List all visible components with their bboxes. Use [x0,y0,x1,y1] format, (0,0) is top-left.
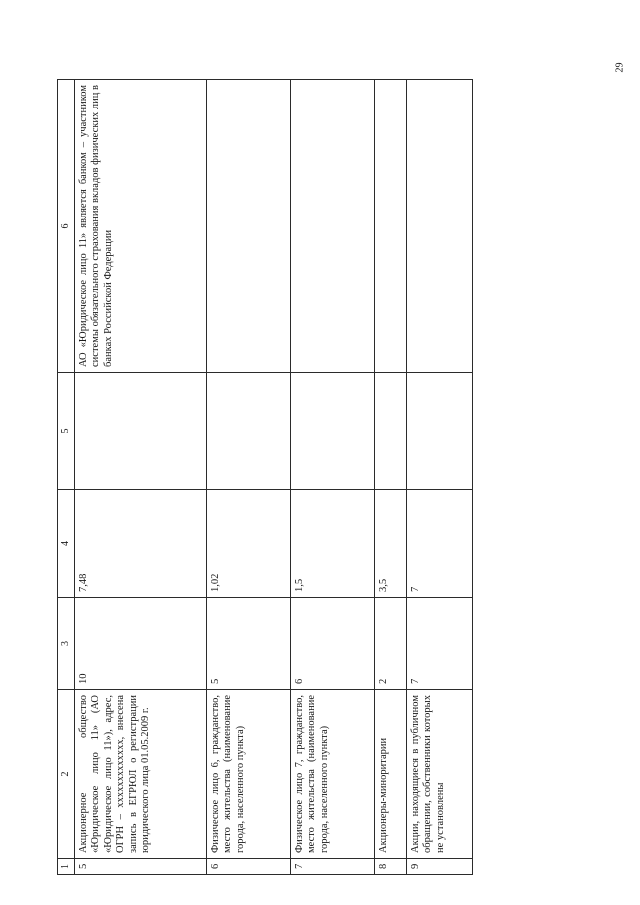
row-number: 6 [207,859,291,875]
table-row [75,80,207,875]
column-number: 4 [58,490,75,598]
cell-col6-note [291,80,375,373]
cell-col4: 7,48 [75,490,207,598]
table-row [291,80,375,875]
holder-name: Физическое лицо 6, гражданство, место жительства (наименование города, населенного пункта) [207,690,291,859]
table-region [57,80,469,875]
table-row [207,80,291,875]
row-number: 7 [291,859,375,875]
column-number: 1 [58,859,75,875]
cell-col6-note: АО «Юридическое лицо 11» является банком – участником системы обязательного страхования вкладов физических лиц в банках Российской Федерации [75,80,207,373]
cell-col5 [291,373,375,490]
table-row [375,80,407,875]
cell-col4: 7 [407,490,473,598]
cell-col6-note [407,80,473,373]
holder-name: Акционеры-миноритарии [375,690,407,859]
page-number: 29 [614,62,626,73]
holder-name: Акции, находящиеся в публичном обращении, собственники которых не установлены [407,690,473,859]
holder-name: Акционерное общество «Юридическое лицо 11» (АО «Юридическое лицо 11»), адрес, ОГРН – ххххххххххххх, внесена запись в ЕГРЮЛ о регистрации юридического лица 01.05.2009 г. [75,690,207,859]
rotated-table-wrapper [57,80,469,875]
cell-col5 [75,373,207,490]
cell-col3: 6 [291,598,375,690]
cell-col6-note [207,80,291,373]
column-number: 5 [58,373,75,490]
cell-col4: 1,02 [207,490,291,598]
cell-col5 [407,373,473,490]
column-number: 2 [58,690,75,859]
column-number-row [58,80,75,875]
column-number: 3 [58,598,75,690]
cell-col6-note [375,80,407,373]
cell-col3: 5 [207,598,291,690]
cell-col4: 3,5 [375,490,407,598]
row-number: 8 [375,859,407,875]
cell-col5 [207,373,291,490]
cell-col4: 1,5 [291,490,375,598]
cell-col5 [375,373,407,490]
row-number: 5 [75,859,207,875]
cell-col3: 2 [375,598,407,690]
shareholders-table [57,79,473,875]
row-number: 9 [407,859,473,875]
column-number: 6 [58,80,75,373]
cell-col3: 7 [407,598,473,690]
cell-col3: 10 [75,598,207,690]
holder-name: Физическое лицо 7, гражданство, место жительства (наименование города, населенного пункта) [291,690,375,859]
table-row [407,80,473,875]
